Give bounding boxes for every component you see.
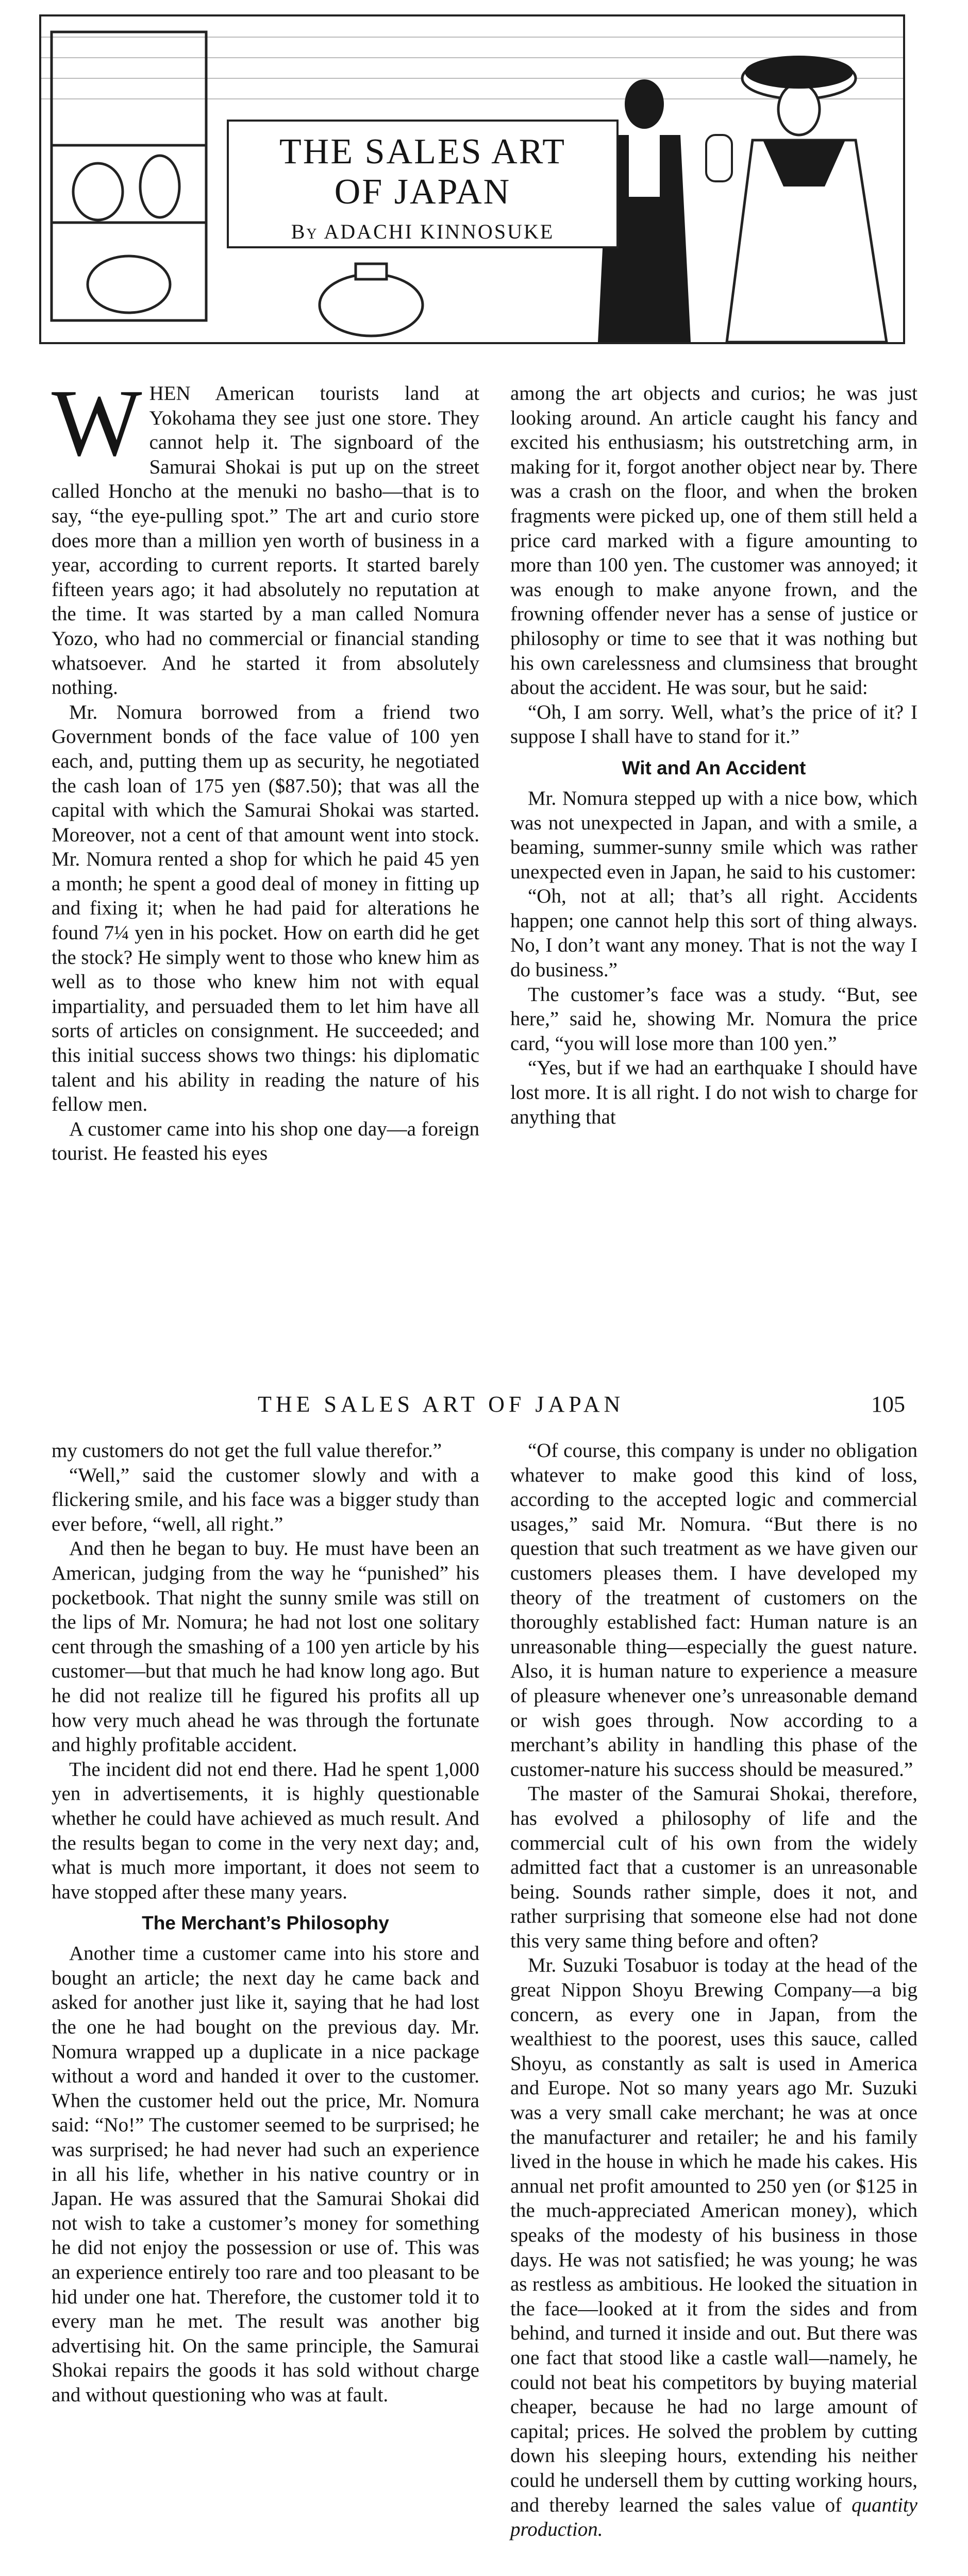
paragraph-text: Mr. Nomura stepped up with a nice bow, which was not unexpected in Japan, and with a smile, a beaming, summer-sunny smile which was rather unexpected even in Japan, he said to his customer: bbox=[510, 787, 917, 883]
byline-by: By bbox=[291, 220, 319, 243]
article-page-2 bbox=[0, 1381, 968, 2576]
paragraph-text: Mr. Nomura borrowed from a friend two Government bonds of the face value of 100 yen each, and, putting them up as security, he negotiated the cash loan of 175 yen ($87.50); that was all the capital with which the Samurai Shokai was started. Moreover, not a cent of that amount went into stock. Mr. Nomura rented a shop for which he paid 45 yen a month; he spent a good deal of money in fitting up and fixing it; when he had paid for alterations he found 7¼ yen in his pocket. How on earth did he get the stock? He simply went to those who knew him as well as to those who knew him not with equal impartiality, and persuaded them to let him have all sorts of articles on consignment. He succeeded; and this initial success shows two things: his diplomatic talent and his ability in reading the nature of his fellow men. bbox=[52, 701, 479, 1116]
paragraph-text: “Of course, this company is under no obligation whatever to make good this kind of loss, according to the accepted logic and commercial usages,” said Mr. Nomura. “But there is no question that such treatment as we have given our customers pleases them. I have developed my theory of the treatment of customers on the thoroughly established fact: Human nature is an unreasonable thing—especially the guest nature. Also, it is human nature to experience a measure of pleasure whenever one’s unreasonable demand or wish goes through. Now according to a merchant’s ability in handling this phase of the customer-nature his success should be measured.” bbox=[510, 1439, 917, 1781]
page2-right-column bbox=[510, 1438, 917, 2542]
paragraph-text: The incident did not end there. Had he spent 1,000 yen in advertisements, it is highly questionable whether he could have achieved as much result. And the results began to come in the very next day; and, what is much more important, it does not seem to have stopped after these many years. bbox=[52, 1758, 479, 1903]
paragraph-text: Mr. Suzuki Tosabuor is today at the head of the great Nippon Shoyu Brewing Company—a big concern, as every one in Japan, from the wealthiest to the poorest, uses this sauce, called Shoyu, as constantly as salt is used in America and Europe. Not so many years ago Mr. Suzuki was a very small cake merchant; he was at once the manufacturer and retailer; he and his family lived in the house in which he made his cakes. His annual net profit amounted to 250 yen (or $125 in the much-appreciated American money), which speaks of the modesty of his business in those days. He was not satisfied; he was young; he was as restless as ambitious. He looked the situation in the face—looked at it from the sides and from behind, and turned it inside and out. But there was one fact that stood like a castle wall—namely, he could not beat his competitors by buying material cheaper, because he had no large amount of capital; prices. He solved the problem by cutting down his sleeping hours, extending his neither could he undersell them by cutting working hours, and thereby learned the sales value of bbox=[510, 1954, 917, 2516]
paragraph bbox=[52, 1941, 479, 2407]
paragraph-text: The master of the Samurai Shokai, therefore, has evolved a philosophy of life and the commercial cult of his own from the widely admitted fact that a customer is an unreasonable being. Sounds rather simple, does it not, and rather surprising that someone else had not done this very same thing before and often? bbox=[510, 1783, 917, 1952]
paragraph-text: “Well,” said the customer slowly and with a flickering smile, and his face was a bigger study than ever before, “well, all right.” bbox=[52, 1464, 479, 1535]
emphasis-text: quantity production. bbox=[510, 2494, 917, 2541]
page-number: 105 bbox=[871, 1392, 905, 1417]
running-head: THE SALES ART OF JAPAN bbox=[258, 1392, 625, 1417]
page1-right-column bbox=[510, 381, 917, 1129]
paragraph-text: “Yes, but if we had an earthquake I should have lost more. It is all right. I do not wish to charge for anything that bbox=[510, 1057, 917, 1128]
section-heading: The Merchant’s Philosophy bbox=[142, 1912, 389, 1934]
paragraph bbox=[510, 786, 917, 884]
paragraph bbox=[510, 700, 917, 749]
paragraph bbox=[510, 1056, 917, 1129]
article-title-line-1: THE SALES ART bbox=[279, 132, 566, 172]
byline-author: ADACHI KINNOSUKE bbox=[324, 220, 555, 243]
paragraph bbox=[52, 370, 479, 700]
byline bbox=[229, 219, 616, 244]
paragraph bbox=[510, 1438, 917, 1782]
drop-cap: W bbox=[52, 370, 142, 476]
paragraph bbox=[510, 982, 917, 1056]
paragraph bbox=[52, 1117, 479, 1166]
paragraph-text: A customer came into his shop one day—a foreign tourist. He feasted his eyes bbox=[52, 1117, 479, 1165]
paragraph-text: And then he began to buy. He must have been an American, judging from the way he “punished” his pocketbook. That night the sunny smile was still on the lips of Mr. Nomura; he had not lost one solitary cent through the smashing of a 100 yen article by his customer—but that much he had know long ago. But he did not realize till he figured his profits all up how very much ahead he was through the fortunate and highly profitable accident. bbox=[52, 1537, 479, 1756]
paragraph bbox=[510, 884, 917, 982]
paragraph bbox=[510, 1953, 917, 2541]
paragraph-text: among the art objects and curios; he was just looking around. An article caught his fancy and excited his enthusiasm; his outstretching arm, in making for it, forgot another object near by. There was a crash on the floor, and when the broken fragments were picked up, one of them still held a price card marked with a figure amounting to more than 100 yen. The customer was annoyed; it was enough to make anyone frown, and the frowning offender never has a sense of justice or philosophy or time to see that it was nothing but his own carelessness and clumsiness that brought about the accident. He was sour, but he said: bbox=[510, 382, 917, 699]
paragraph bbox=[52, 1438, 479, 1463]
paragraph bbox=[52, 700, 479, 1117]
paragraph-text: Another time a customer came into his store and bought an article; the next day he came back and asked for another just like it, saying that he had lost the one he had bought on the previous day. Mr. Nomura wrapped up a duplicate in a nice package without a word and handed it over to the customer. When the customer held out the price, Mr. Nomura said: “No!” The customer seemed to be surprised; he was surprised; he had never had such an experience in all his life, whether in his native country or in Japan. He was assured that the Samurai Shokai did not wish to take a customer’s money for something he did not enjoy the possession or use of. This was an experience entirely too rare and too pleasant to be hid under one hat. Therefore, the customer told it to every man he met. The result was another big advertising hit. On the same principle, the Samurai Shokai repairs the goods it has sold without charge and without questioning who was at fault. bbox=[52, 1942, 479, 2406]
section-heading: Wit and An Accident bbox=[622, 757, 806, 778]
header-illustration bbox=[39, 14, 905, 344]
paragraph bbox=[510, 381, 917, 700]
article-title-line-2: OF JAPAN bbox=[334, 172, 511, 212]
paragraph-text: The customer’s face was a study. “But, see here,” said he, showing Mr. Nomura the price card, “you will lose more than 100 yen.” bbox=[510, 983, 917, 1055]
paragraph bbox=[52, 1757, 479, 1905]
page2-left-column bbox=[52, 1438, 479, 2408]
paragraph-text: my customers do not get the full value therefor.” bbox=[52, 1439, 442, 1462]
paragraph bbox=[52, 1536, 479, 1757]
paragraph-text: “Oh, not at all; that’s all right. Accidents happen; one cannot help this sort of thing always. No, I don’t want any money. That is not the way I do business.” bbox=[510, 885, 917, 981]
paragraph bbox=[52, 1463, 479, 1537]
paragraph-text: HEN American tourists land at Yokohama they see just one store. They cannot help it. The signboard of the Samurai Shokai is put up on the street called Honcho at the menuki no basho—that is to say, “the eye-pulling spot.” The art and curio store does more than a million yen worth of business in a year, according to current reports. It started barely fifteen years ago; it had absolutely no reputation at the time. It was started by a man called Nomura Yozo, who had no commercial or financial standing whatsoever. And he started it from absolutely nothing. bbox=[52, 382, 479, 699]
title-box bbox=[227, 120, 619, 248]
paragraph bbox=[510, 1782, 917, 1953]
paragraph-text: “Oh, I am sorry. Well, what’s the price of it? I suppose I shall have to stand for it.” bbox=[510, 701, 917, 748]
page1-left-column bbox=[52, 370, 479, 1166]
